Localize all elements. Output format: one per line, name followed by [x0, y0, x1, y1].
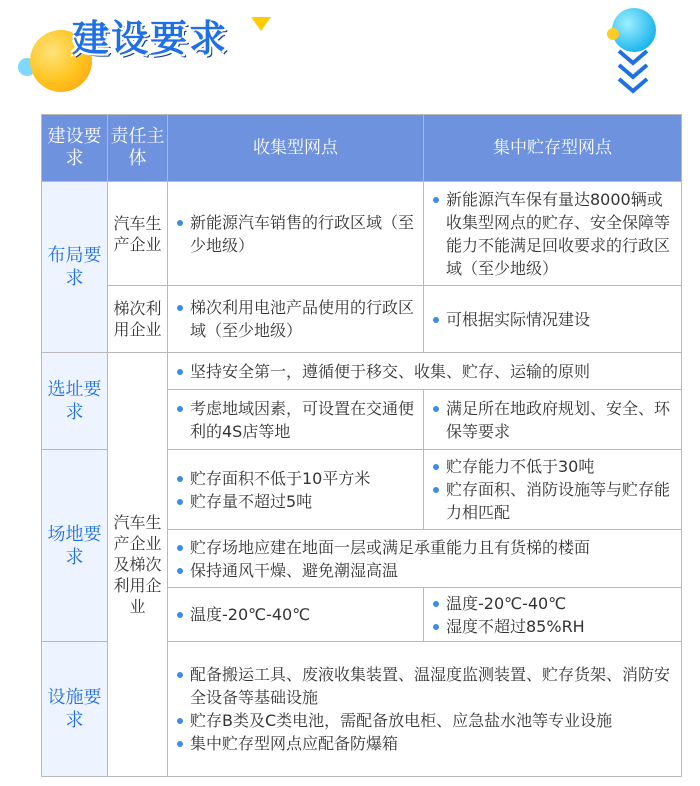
list-item: 配备搬运工具、废液收集装置、温湿度监测装置、贮存货架、消防安全设备等基础设施: [174, 663, 675, 709]
list-item: 贮存场地应建在地面一层或满足承重能力且有货梯的楼面: [174, 536, 675, 559]
venue-centralized-cell: [424, 450, 682, 530]
venue-collection-cell: [168, 450, 424, 530]
header-requirement: 建设要求: [42, 115, 108, 182]
decor-triangle: [251, 17, 271, 31]
venue-both-cell: [168, 530, 682, 588]
table-row: [42, 182, 682, 286]
category-facility: 设施要求: [42, 642, 108, 777]
list-item: 贮存量不超过5吨: [174, 490, 417, 513]
site-collection-cell: [168, 390, 424, 450]
page-title: 建设要求: [72, 17, 228, 60]
venue-centralized-temp-cell: [424, 588, 682, 642]
venue-collection-temp-cell: [168, 588, 424, 642]
list-item: 新能源汽车保有量达8000辆或收集型网点的贮存、安全保障等能力不能满足回收要求的行政区域（至少地级）: [430, 188, 675, 280]
list-item: 坚持安全第一，遵循便于移交、收集、贮存、运输的原则: [174, 360, 675, 383]
list-item: 满足所在地政府规划、安全、环保等要求: [430, 397, 675, 443]
list-item: 湿度不超过85%RH: [430, 615, 675, 638]
site-centralized-cell: [424, 390, 682, 450]
layout-centralized-cell: [424, 286, 682, 353]
list-item: 温度-20℃-40℃: [430, 592, 675, 615]
header-centralized: 集中贮存型网点: [424, 115, 682, 182]
table-row: [42, 353, 682, 390]
list-item: 温度-20℃-40℃: [174, 603, 417, 626]
category-layout: 布局要求: [42, 182, 108, 353]
list-item: 贮存面积不低于10平方米: [174, 467, 417, 490]
site-both-cell: [168, 353, 682, 390]
chevron-down-icon: [616, 76, 650, 96]
layout-collection-cell: [168, 182, 424, 286]
list-item: 集中贮存型网点应配备防爆箱: [174, 732, 675, 755]
facility-both-cell: [168, 642, 682, 777]
list-item: 考虑地域因素，可设置在交通便利的4S店等地: [174, 397, 417, 443]
list-item: 可根据实际情况建设: [430, 308, 675, 331]
subject-shared: 汽车生产企业及梯次利用企业: [108, 353, 168, 777]
requirements-table: [41, 114, 682, 777]
table-header-row: [42, 115, 682, 182]
subject-automaker: 汽车生产企业: [108, 182, 168, 286]
decor-dot-yellow: [607, 28, 619, 40]
table-row: [42, 286, 682, 353]
list-item: 贮存面积、消防设施等与贮存能力相匹配: [430, 478, 675, 524]
list-item: 新能源汽车销售的行政区域（至少地级）: [174, 211, 417, 257]
list-item: 保持通风干燥、避免潮湿高温: [174, 559, 675, 582]
list-item: 梯次利用电池产品使用的行政区域（至少地级）: [174, 296, 417, 342]
layout-collection-cell: [168, 286, 424, 353]
subject-echelon: 梯次利用企业: [108, 286, 168, 353]
header-subject: 责任主体: [108, 115, 168, 182]
list-item: 贮存B类及C类电池，需配备放电柜、应急盐水池等专业设施: [174, 709, 675, 732]
header-collection: 收集型网点: [168, 115, 424, 182]
decor-circle-blue: [612, 8, 656, 52]
list-item: 贮存能力不低于30吨: [430, 455, 675, 478]
category-site: 选址要求: [42, 353, 108, 450]
layout-centralized-cell: [424, 182, 682, 286]
category-venue: 场地要求: [42, 450, 108, 642]
